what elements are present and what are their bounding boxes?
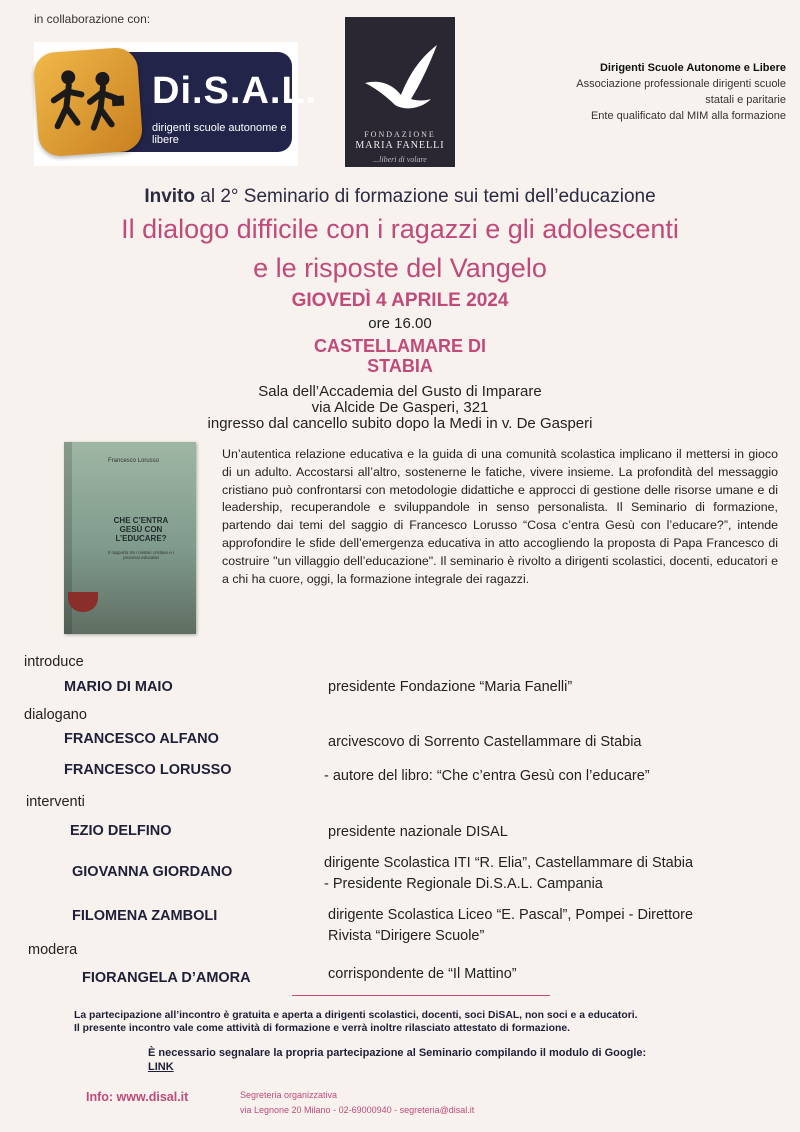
speaker-name: EZIO DELFINO [70, 823, 172, 839]
event-date: GIOVEDÌ 4 APRILE 2024 [291, 290, 509, 311]
fanelli-line1: FONDAZIONE [364, 130, 436, 139]
fanelli-line2: MARIA FANELLI [355, 140, 445, 151]
cup-icon [68, 592, 98, 612]
speaker-name: GIOVANNA GIORDANO [72, 864, 233, 880]
disal-logo [34, 42, 318, 166]
segreteria-title: Segreteria organizzativa [240, 1090, 338, 1100]
seminar-description: Un’autentica relazione educativa e la guida di una comunità scolastica implicano il mettersi in gioco di un adulto. Accostarsi all’altro, sostenerne le fatiche, vivere insieme. La profondità del messaggio cristiano può confrontarsi con metodologie didattiche e approcci di gestione delle risorse umane e di leadership, recuperandole e sviluppandole in senso personalista. Il Seminario di formazione, partendo dai temi del saggio di Francesco Lorusso “Cosa c’entra Gesù con l’educare?”, intende approfondire le sfide dell’emergenza educativa in atto accogliendo la proposta di Papa Francesco di costruire "un villaggio dell’educazione". Il seminario è rivolto a dirigenti scolastici, docenti, educatori e a chi ha cuore, oggi, la formazione integrale dei ragazzi. [222, 447, 778, 586]
fanelli-logo [345, 17, 455, 167]
participation-note [74, 1009, 638, 1035]
disal-badge-icon [32, 46, 143, 157]
speaker-role-line1: dirigente Scolastica ITI “R. Elia”, Castellammare di Stabia [324, 855, 694, 871]
registration-link[interactable]: LINK [148, 1061, 174, 1073]
speaker-name: FRANCESCO LORUSSO [64, 762, 232, 778]
org-block [576, 60, 786, 124]
org-line1: Associazione professionale dirigenti scuole [576, 78, 786, 90]
note-line2: Il presente incontro vale come attività di formazione e verrà inoltre rilasciato attestato di formazione. [74, 1023, 571, 1034]
disal-logo-banner [40, 52, 318, 152]
org-line3: Ente qualificato dal MIM alla formazione [590, 110, 786, 122]
venue-line2: via Alcide De Gasperi, 321 [311, 399, 489, 416]
section-modera: modera [28, 942, 78, 958]
speaker-role-line1: dirigente Scolastica Liceo “E. Pascal”, Pompei - Direttore [328, 907, 694, 923]
book-title: CHE C’ENTRA GESÙ CON L’EDUCARE? [113, 516, 169, 543]
speaker-role [328, 905, 693, 947]
venue-line1: Sala dell’Accademia del Gusto di Imparare [258, 383, 542, 400]
invito-line [0, 186, 800, 208]
event-title-line1: Il dialogo difficile con i ragazzi e gli adolescenti [121, 214, 679, 244]
speaker-role: presidente Fondazione “Maria Fanelli” [328, 679, 573, 695]
registration-text: È necessario segnalare la propria partecipazione al Seminario compilando il modulo di Google: [148, 1047, 647, 1059]
speaker-name: FRANCESCO ALFANO [64, 731, 219, 747]
speaker-role: arcivescovo di Sorrento Castellammare di Stabia [328, 734, 642, 750]
info-website[interactable]: Info: www.disal.it [86, 1090, 189, 1104]
speaker-name: FILOMENA ZAMBOLI [72, 908, 218, 924]
speaker-role-line2: Rivista “Dirigere Scuole” [328, 928, 485, 944]
speaker-role [324, 853, 693, 895]
invito-rest: al 2° Seminario di formazione sui temi dell’educazione [195, 186, 656, 207]
speaker-role: presidente nazionale DISAL [328, 824, 508, 840]
event-venue [0, 384, 800, 432]
org-line2: statali e paritarie [705, 94, 786, 106]
event-place [0, 336, 800, 376]
section-interventi: interventi [26, 794, 85, 810]
fanelli-tagline: ...liberi di volare [373, 155, 427, 164]
venue-line3: ingresso dal cancello subito dopo la Medi in v. De Gasperi [207, 415, 593, 432]
book-author: Francesco Lorusso [108, 458, 160, 464]
speaker-role: corrispondente de “Il Mattino” [328, 966, 517, 982]
segreteria-contact: via Legnone 20 Milano - 02-69000940 - segreteria@disal.it [240, 1105, 475, 1115]
section-dialogano: dialogano [24, 707, 87, 723]
disal-logo-name: Di.S.A.L. [152, 70, 318, 112]
book-cover [64, 442, 196, 634]
divider [292, 995, 550, 996]
section-introduce: introduce [24, 654, 84, 670]
speaker-role: - autore del libro: “Che c’entra Gesù con l’educare” [324, 768, 650, 784]
event-time: ore 16.00 [368, 315, 432, 332]
speaker-role-line2: - Presidente Regionale Di.S.A.L. Campania [324, 876, 603, 892]
event-title-line2: e le risposte del Vangelo [253, 253, 547, 283]
speaker-name: MARIO DI MAIO [64, 679, 173, 695]
note-line1: La partecipazione all’incontro è gratuita e aperta a dirigenti scolastici, docenti, soci DiSAL, non soci e a educatori. [74, 1010, 638, 1021]
invito-bold: Invito [144, 186, 195, 207]
event-place-line1: CASTELLAMARE DI [314, 336, 486, 356]
disal-logo-subtitle: dirigenti scuole autonome e libere [152, 122, 287, 146]
bird-icon [359, 39, 441, 119]
org-name: Dirigenti Scuole Autonome e Libere [599, 62, 786, 74]
collab-label: in collaborazione con: [34, 12, 151, 26]
event-place-line2: STABIA [367, 356, 433, 376]
book-subtitle: Il rapporto tra i misteri cristiani e i processi educativi [107, 550, 175, 560]
speaker-name: FIORANGELA D’AMORA [82, 970, 251, 986]
